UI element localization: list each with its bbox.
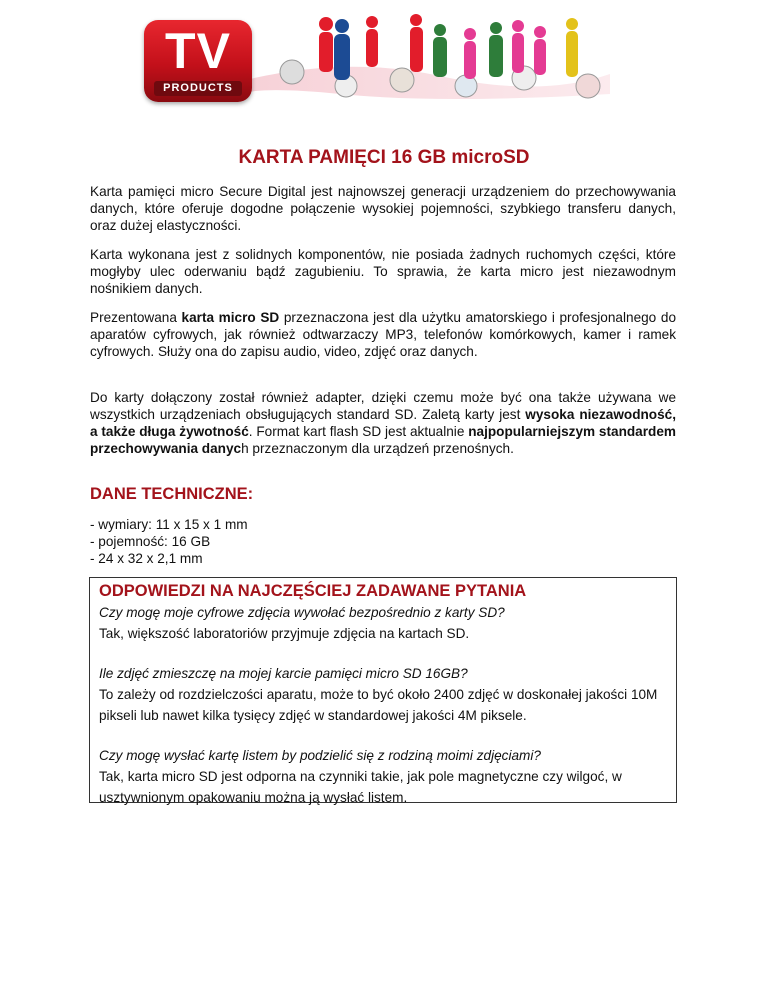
bold-run: najpopularniejszym standardem przechowywania danyc [90,424,676,456]
paragraph-build: Karta wykonana jest z solidnych komponentów, nie posiada żadnych ruchomych części, które mogłyby ulec oderwaniu bądź zagubieniu. To sprawia, że karta micro jest niezawodnym nośnikiem danych. [90,247,676,296]
spec-item: - pojemność: 16 GB [90,534,211,549]
text-run: h przeznaczonym dla urządzeń przenośnych. [241,441,514,456]
faq-question: Ile zdjęć zmieszczę na mojej karcie pamięci micro SD 16GB? [99,666,468,681]
paragraph-intro: Karta pamięci micro Secure Digital jest najnowszej generacji urządzeniem do przechowywania danych, które oferuje dogodne połączenie wysokiej pojemności, szybkiego transferu danych, oraz dużej elastyczności. [90,184,676,233]
text-run: . Format kart flash SD jest aktualnie [248,424,469,439]
faq-answer: Tak, większość laboratoriów przyjmuje zdjęcia na kartach SD. [99,626,470,641]
specs-title: DANE TECHNICZNE: [90,485,254,503]
specs-list [90,516,248,567]
logo-tv-text: TV [165,23,231,79]
tv-products-logo [144,20,252,102]
spec-item: - 24 x 32 x 2,1 mm [90,551,203,566]
faq-answer: To zależy od rozdzielczości aparatu, może to być około 2400 zdjęć w doskonałej jakości 10M pikseli lub nawet kilka tysięcy zdjęć w standardowej jakości 4M piksele. [99,687,658,723]
text-run: Prezentowana [90,310,182,325]
page-title: KARTA PAMIĘCI 16 GB microSD [238,147,530,168]
faq-title: ODPOWIEDZI NA NAJCZĘŚCIEJ ZADAWANE PYTANIA [99,582,527,600]
faq-box [89,577,677,803]
paragraph-usage [90,309,676,360]
faq-answer: Tak, karta micro SD jest odporna na czynniki takie, jak pole magnetyczne czy wilgoć, w usztywnionym opakowaniu można ją wysłać listem. [99,769,622,805]
faq-question: Czy mogę wysłać kartę listem by podzielić się z rodziną moimi zdjęciami? [99,748,541,763]
logo-products-text: PRODUCTS [154,81,242,96]
bold-run: wysoka niezawodność, a także długa żywotność [90,407,677,439]
text-run: przeznaczona jest dla użytku amatorskiego i profesjonalnego do aparatów cyfrowych, jak również odtwarzaczy MP3, telefonów komórkowych, kamer i ramek cyfrowych. Służy ona do zapisu audio, video, zdjęć oraz danych. [90,310,677,359]
paragraph-adapter [90,389,676,457]
faq-question: Czy mogę moje cyfrowe zdjęcia wywołać bezpośrednio z karty SD? [99,605,505,620]
spec-item: - wymiary: 11 x 15 x 1 mm [90,517,248,532]
bold-run: karta micro SD [181,310,280,325]
text-run: Do karty dołączony został również adapter, dzięki czemu może być ona także używana we wszystkich urządzeniach obsługujących standard SD. Zaletą karty jest [90,390,676,422]
